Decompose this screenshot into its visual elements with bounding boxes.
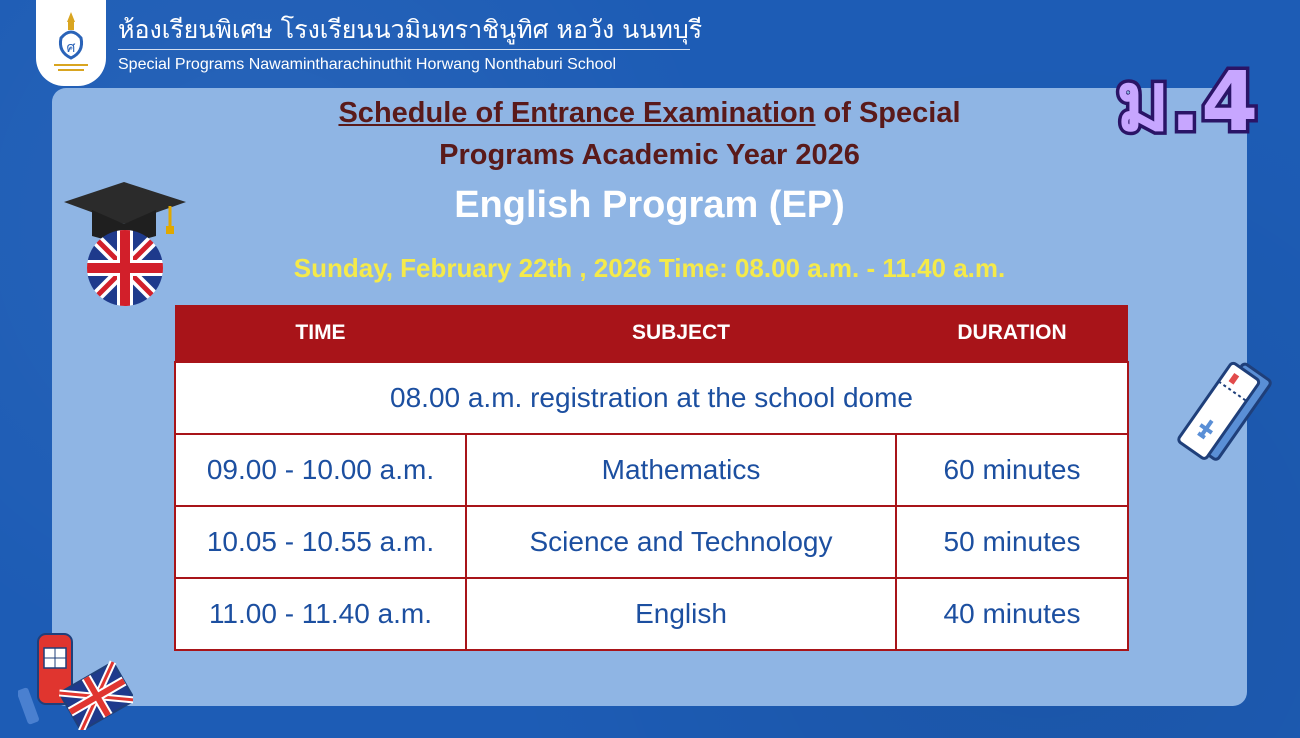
registration-row — [175, 362, 1128, 434]
page-title — [52, 92, 1247, 176]
row-subject: Mathematics — [466, 434, 896, 506]
row-time: 10.05 - 10.55 a.m. — [175, 506, 466, 578]
registration-note: 08.00 a.m. registration at the school dome — [175, 362, 1128, 434]
exam-date-time: Sunday, February 22th , 2026 Time: 08.00 a.m. - 11.40 a.m. — [293, 253, 1006, 283]
header-time: TIME — [175, 305, 466, 362]
program-name: English Program (EP) — [454, 184, 845, 226]
title-line2: Programs Academic Year 2026 — [439, 139, 860, 171]
school-name-english: Special Programs Nawamintharachinuthit Horwang Nonthaburi School — [118, 56, 617, 73]
row-duration: 50 minutes — [896, 506, 1128, 578]
title-underlined: Schedule of Entrance Examination — [338, 97, 816, 129]
london-souvenirs-icon — [18, 628, 133, 730]
row-subject: English — [466, 578, 896, 650]
school-name-thai: ห้องเรียนพิเศษ โรงเรียนนวมินทราชินูทิศ หอวัง นนทบุรี — [118, 15, 703, 44]
row-duration: 40 minutes — [896, 578, 1128, 650]
graduation-cap-icon — [62, 180, 192, 308]
header-subject: SUBJECT — [466, 305, 896, 362]
table-row — [175, 434, 1128, 506]
header-duration: DURATION — [896, 305, 1128, 362]
exam-schedule-table — [174, 305, 1129, 651]
row-time: 11.00 - 11.40 a.m. — [175, 578, 466, 650]
grade-badge-text: ม.4 — [1115, 55, 1259, 150]
row-subject: Science and Technology — [466, 506, 896, 578]
school-logo — [36, 0, 106, 86]
table-row — [175, 578, 1128, 650]
svg-text:ศ: ศ — [66, 40, 76, 56]
header-divider — [118, 49, 690, 50]
table-header-row — [175, 305, 1128, 362]
uk-flag-icon — [87, 230, 163, 306]
plane-tickets-icon — [1172, 358, 1282, 468]
row-time: 09.00 - 10.00 a.m. — [175, 434, 466, 506]
table-row — [175, 506, 1128, 578]
title-line1-rest: of Special — [815, 97, 961, 129]
row-duration: 60 minutes — [896, 434, 1128, 506]
